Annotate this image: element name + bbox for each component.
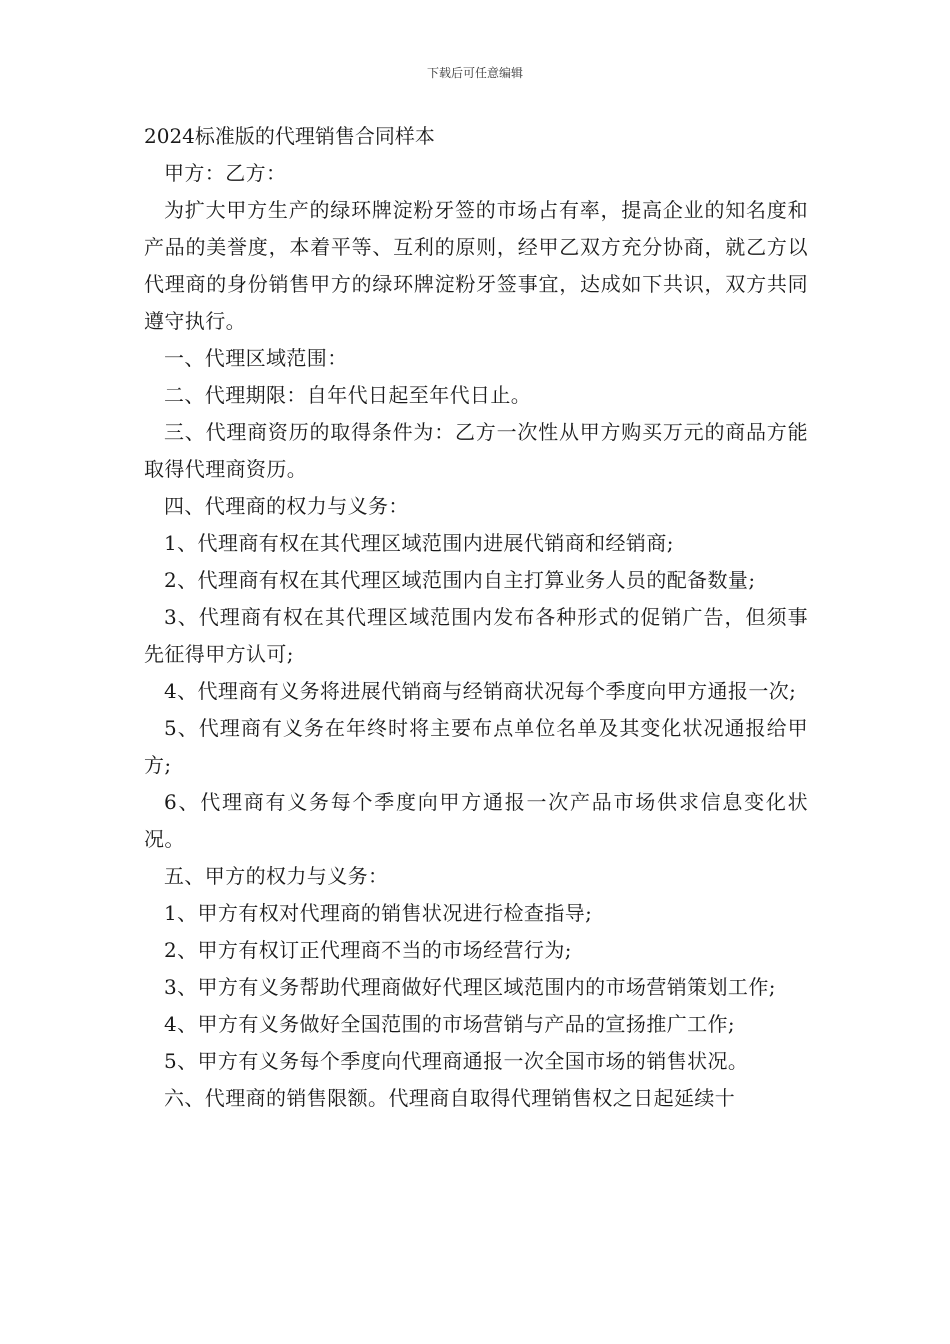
paragraph-section-1: 一、代理区域范围： — [164, 346, 348, 370]
header-note: 下载后可任意编辑 — [426, 66, 523, 80]
list-item: 6、代理商有义务每个季度向甲方通报一次产品市场供求信息变化状况。 — [144, 790, 808, 851]
list-item: 3、代理商有权在其代理区域范围内发布各种形式的促销广告，但须事先征得甲方认可; — [144, 605, 808, 666]
list-item: 2、代理商有权在其代理区域范围内自主打算业务人员的配备数量; — [164, 568, 756, 592]
paragraph-section-3: 三、代理商资历的取得条件为：乙方一次性从甲方购买万元的商品方能取得代理商资历。 — [144, 420, 808, 481]
list-item: 5、甲方有义务每个季度向代理商通报一次全国市场的销售状况。 — [164, 1049, 749, 1073]
list-item: 4、代理商有义务将进展代销商与经销商状况每个季度向甲方通报一次; — [164, 679, 797, 703]
paragraph-parties: 甲方：乙方： — [164, 161, 287, 185]
list-item: 4、甲方有义务做好全国范围的市场营销与产品的宣扬推广工作; — [164, 1012, 736, 1036]
paragraph-preamble: 为扩大甲方生产的绿环牌淀粉牙签的市场占有率，提高企业的知名度和产品的美誉度，本着平等、互利的原则，经甲乙双方充分协商，就乙方以代理商的身份销售甲方的绿环牌淀粉牙签事宜，达成如下共识，双方共同遵守执行。 — [144, 198, 808, 333]
paragraph-section-5: 五、甲方的权力与义务： — [164, 864, 389, 888]
list-item: 5、代理商有义务在年终时将主要布点单位名单及其变化状况通报给甲方; — [144, 716, 808, 777]
list-item: 1、代理商有权在其代理区域范围内进展代销商和经销商; — [164, 531, 674, 555]
paragraph-section-6: 六、代理商的销售限额。代理商自取得代理销售权之日起延续十 — [164, 1086, 736, 1110]
list-item: 2、甲方有权订正代理商不当的市场经营行为; — [164, 938, 572, 962]
document-body — [144, 118, 808, 1117]
list-item: 3、甲方有义务帮助代理商做好代理区域范围内的市场营销策划工作; — [164, 975, 776, 999]
paragraph-section-4: 四、代理商的权力与义务： — [164, 494, 409, 518]
paragraph-section-2: 二、代理期限：自年代日起至年代日止。 — [164, 383, 532, 407]
list-item: 1、甲方有权对代理商的销售状况进行检查指导; — [164, 901, 593, 925]
document-title: 2024标准版的代理销售合同样本 — [144, 124, 435, 148]
